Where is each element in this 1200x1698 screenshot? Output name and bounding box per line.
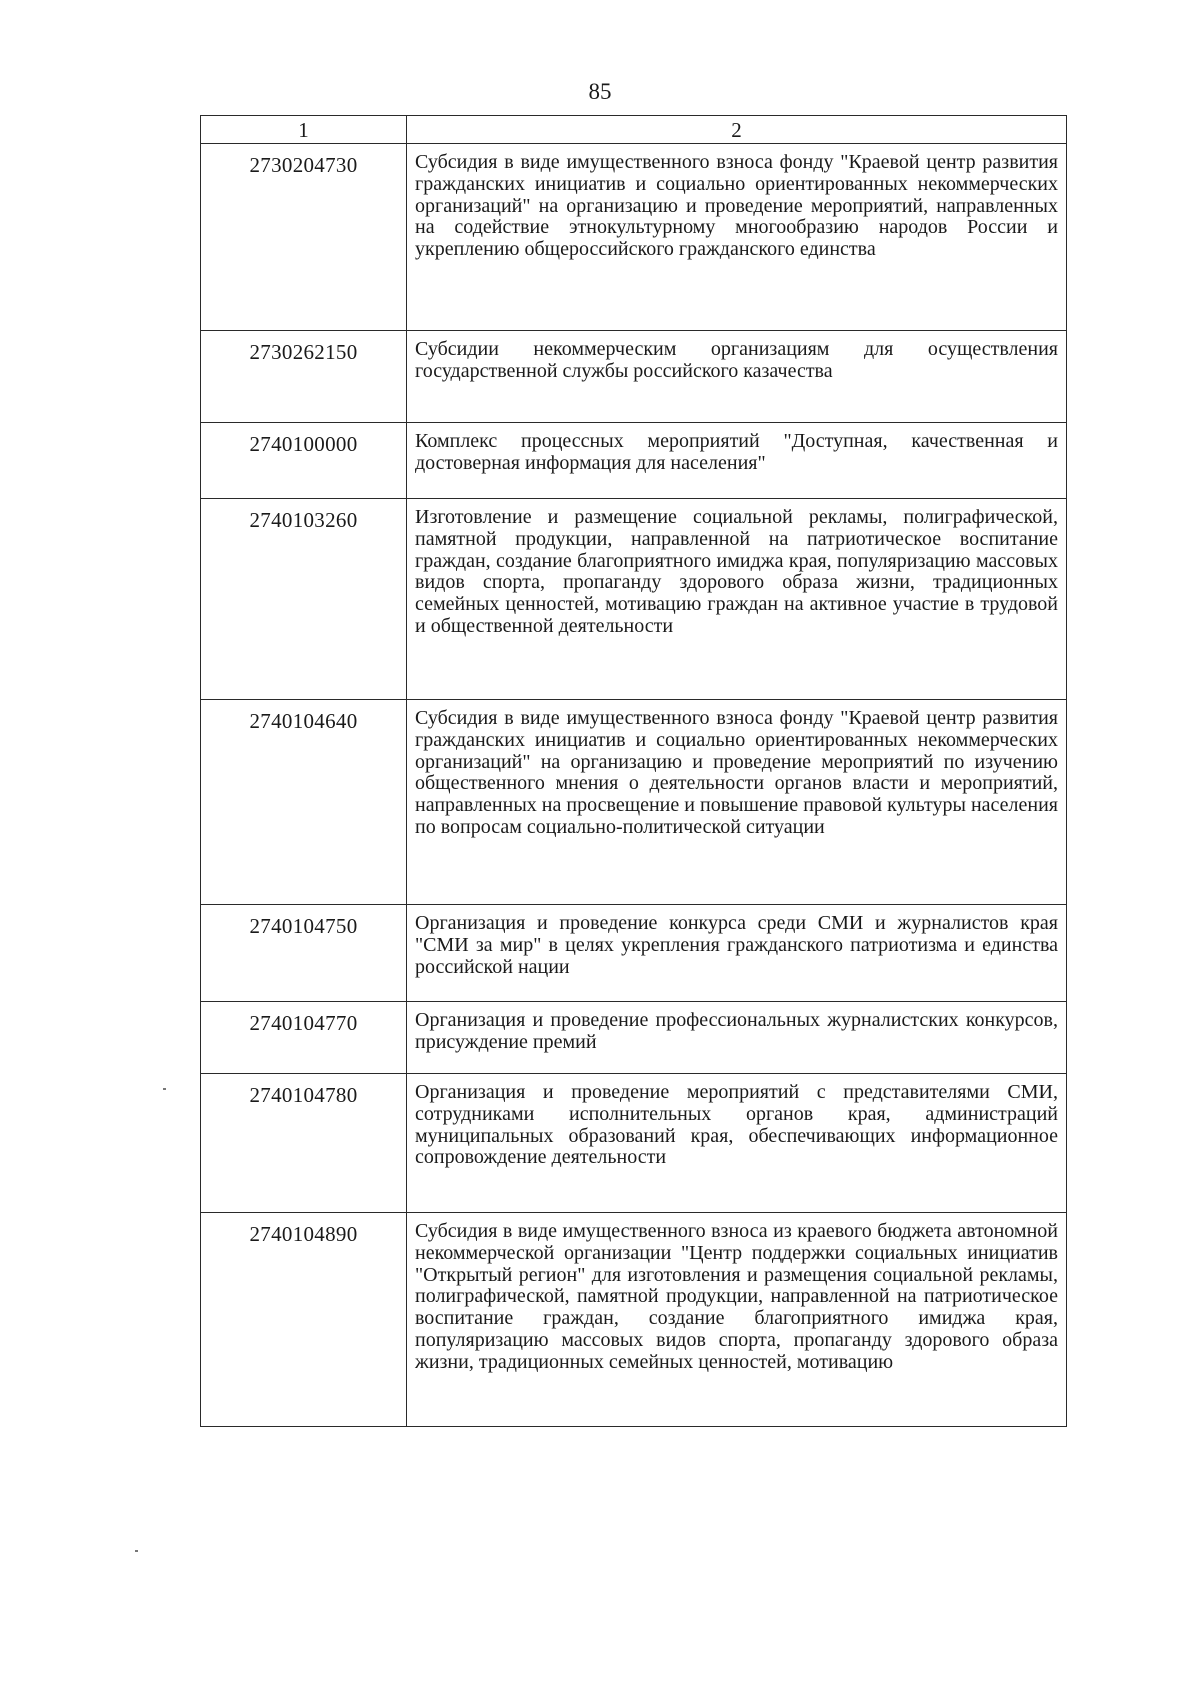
row-description: Организация и проведение профессиональных журналистских конкурсов, присуждение премий xyxy=(407,1002,1067,1074)
row-code: 2740104780 xyxy=(201,1074,407,1213)
row-description: Комплекс процессных мероприятий "Доступная, качественная и достоверная информация для населения" xyxy=(407,423,1067,499)
row-code: 2740103260 xyxy=(201,499,407,700)
row-description: Организация и проведение мероприятий с представителями СМИ, сотрудниками исполнительных органов края, администраций муниципальных образований края, обеспечивающих информационное сопровождение деятельности xyxy=(407,1074,1067,1213)
row-code: 2740104640 xyxy=(201,700,407,905)
row-code: 2730262150 xyxy=(201,331,407,423)
table-row xyxy=(201,905,1067,1002)
row-description: Организация и проведение конкурса среди СМИ и журналистов края "СМИ за мир" в целях укрепления гражданского патриотизма и единства российской нации xyxy=(407,905,1067,1002)
table-row xyxy=(201,1213,1067,1427)
row-code: 2730204730 xyxy=(201,144,407,331)
table-row xyxy=(201,423,1067,499)
scan-speck xyxy=(135,1550,138,1552)
row-description: Субсидия в виде имущественного взноса из краевого бюджета автономной некоммерческой организации "Центр поддержки социальных инициатив "Открытый регион" для изготовления и размещения социальной рекламы, полиграфической, памятной продукции, направленной на патриотическое воспитание граждан, создание благоприятного имиджа края, популяризацию массовых видов спорта, пропаганду здорового образа жизни, традиционных семейных ценностей, мотивацию xyxy=(407,1213,1067,1427)
row-description: Субсидия в виде имущественного взноса фонду "Краевой центр развития гражданских инициатив и социально ориентированных некоммерческих организаций" на организацию и проведение мероприятий, направленных на содействие этнокультурному многообразию народов России и укреплению общероссийского гражданского единства xyxy=(407,144,1067,331)
page-number: 85 xyxy=(588,79,612,104)
row-code: 2740104890 xyxy=(201,1213,407,1427)
row-description: Субсидия в виде имущественного взноса фонду "Краевой центр развития гражданских инициатив и социально ориентированных некоммерческих организаций" на организацию и проведение мероприятий по изучению общественного мнения о деятельности органов власти и мероприятий, направленных на просвещение и повышение правовой культуры населения по вопросам социально-политической ситуации xyxy=(407,700,1067,905)
row-description: Субсидии некоммерческим организациям для осуществления государственной службы российского казачества xyxy=(407,331,1067,423)
budget-code-table xyxy=(200,115,1067,1427)
table-row xyxy=(201,700,1067,905)
table-row xyxy=(201,499,1067,700)
table-row xyxy=(201,144,1067,331)
table-row xyxy=(201,1002,1067,1074)
column-header-description: 2 xyxy=(407,116,1067,144)
table-row xyxy=(201,1074,1067,1213)
table-row xyxy=(201,331,1067,423)
scan-speck xyxy=(163,1088,166,1090)
row-code: 2740100000 xyxy=(201,423,407,499)
row-description: Изготовление и размещение социальной рекламы, полиграфической, памятной продукции, направленной на патриотическое воспитание граждан, создание благоприятного имиджа края, популяризацию массовых видов спорта, пропаганду здорового образа жизни, традиционных семейных ценностей, мотивацию граждан на активное участие в трудовой и общественной деятельности xyxy=(407,499,1067,700)
column-header-code: 1 xyxy=(201,116,407,144)
table-header-row xyxy=(201,116,1067,144)
row-code: 2740104750 xyxy=(201,905,407,1002)
row-code: 2740104770 xyxy=(201,1002,407,1074)
